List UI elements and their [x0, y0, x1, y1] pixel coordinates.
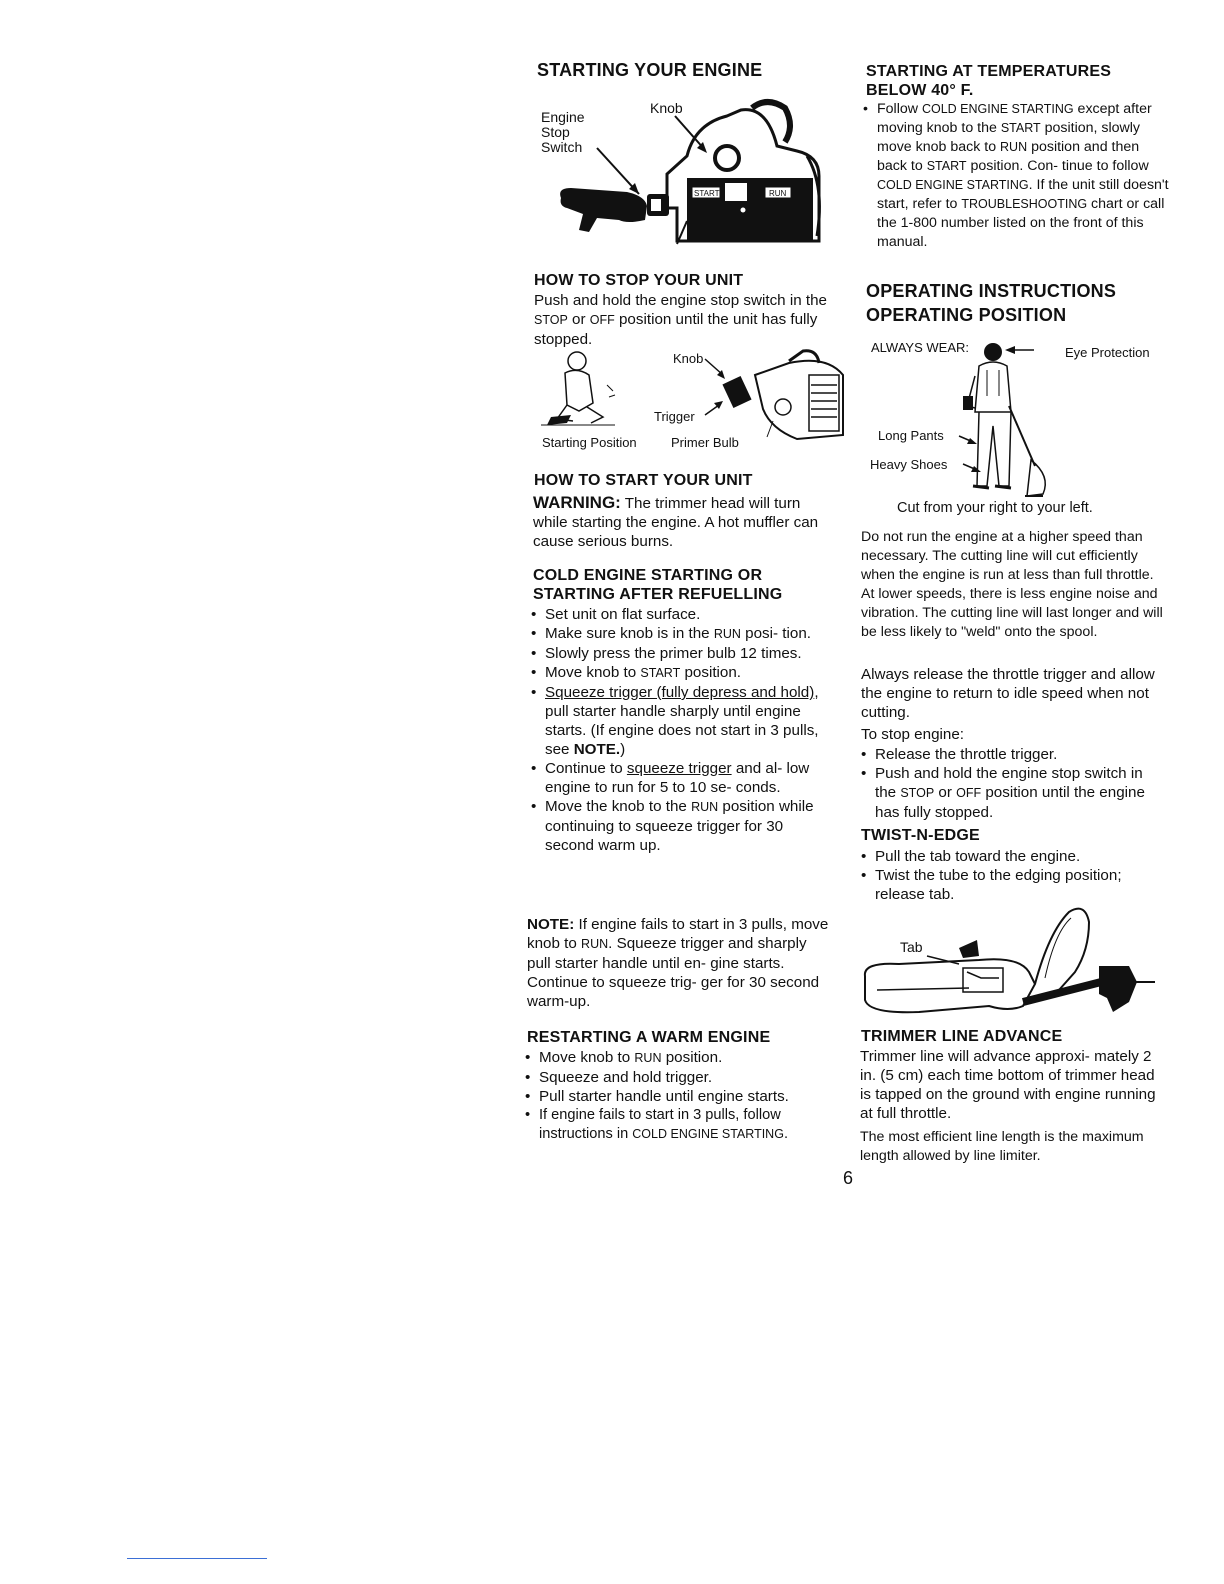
list-item: • Squeeze trigger (fully depress and hold), pull starter handle sharply until engine starts. (If engine does not start in 3 pulls, see NOTE.): [529, 683, 835, 759]
list-item: • Set unit on flat surface.: [529, 605, 835, 624]
starting-engine-heading: STARTING YOUR ENGINE: [537, 60, 763, 80]
operating-instructions-heading: OPERATING INSTRUCTIONS: [866, 281, 1117, 301]
primer-bulb-label: Primer Bulb: [671, 435, 739, 450]
warm-start-heading: RESTARTING A WARM ENGINE: [527, 1029, 771, 1046]
list-item: • Pull the tab toward the engine.: [859, 847, 1165, 866]
line-advance-paragraph-1: Trimmer line will advance approxi- mately 2 in. (5 cm) each time bottom of trimmer head is tapped on the ground with engine running at full throttle.: [860, 1048, 1156, 1122]
operator-illustration: [859, 336, 1169, 504]
below-40-heading: STARTING AT TEMPERATURES BELOW 40° F.: [866, 63, 1112, 99]
run-marking: RUN: [769, 189, 787, 198]
stop-engine-steps: [859, 745, 1165, 822]
list-item: • Squeeze and hold trigger.: [523, 1068, 833, 1087]
operating-position-figure: [859, 336, 1169, 522]
note-label: NOTE:: [527, 916, 575, 933]
knob-label: Knob: [673, 351, 704, 366]
engine-stop-switch-figure: [527, 96, 837, 246]
starting-position-figure: [527, 345, 847, 457]
list-item: • Move the knob to the RUN position while continuing to squeeze trigger for 30 second warm up.: [529, 797, 835, 855]
start-unit-heading: HOW TO START YOUR UNIT: [534, 472, 753, 489]
list-item: • Follow COLD ENGINE STARTING except after moving knob to the START position, slowly move knob back to RUN position and then back to START position. Con- tinue to follow COLD ENGINE STARTING. If the unit still doesn't start, refer to TROUBLESHOOTING chart or call the 1-800 number listed on the front of this manual.: [861, 100, 1171, 252]
list-item: • Continue to squeeze trigger and al- low engine to run for 5 to 10 se- conds.: [529, 759, 835, 797]
starting-position-label: Starting Position: [542, 435, 637, 450]
trigger-label: Trigger: [654, 409, 695, 424]
trimmer-line-advance-heading: TRIMMER LINE ADVANCE: [861, 1028, 1063, 1045]
below-40-steps: [861, 100, 1171, 252]
stop-engine-intro: To stop engine:: [861, 726, 965, 743]
list-item: • Release the throttle trigger.: [859, 745, 1165, 764]
list-item: • Twist the tube to the edging position; release tab.: [859, 866, 1165, 904]
tab-label: Tab: [900, 939, 923, 955]
starting-position-illustration: [527, 345, 847, 457]
stop-unit-heading: HOW TO STOP YOUR UNIT: [534, 272, 744, 289]
cold-start-heading: COLD ENGINE STARTING OR STARTING AFTER REFUELLING: [533, 567, 783, 603]
heavy-shoes-label: Heavy Shoes: [870, 457, 948, 472]
operating-position-heading: OPERATING POSITION: [866, 305, 1067, 325]
cold-start-note: NOTE: If engine fails to start in 3 pulls, move knob to RUN. Squeeze trigger and sharply pull starter handle until en- gine starts. Continue to squeeze trig- ger for 30 second warm-up.: [527, 916, 829, 1010]
cut-direction-caption: Cut from your right to your left.: [897, 500, 1093, 516]
long-pants-label: Long Pants: [878, 428, 944, 443]
start-marking: START: [694, 189, 720, 198]
list-item: • Move knob to START position.: [529, 663, 835, 683]
list-item: • If engine fails to start in 3 pulls, follow instructions in COLD ENGINE STARTING.: [523, 1106, 833, 1144]
warning-label: WARNING:: [533, 493, 621, 512]
operating-paragraph-1: Do not run the engine at a higher speed than necessary. The cutting line will cut efficiently when the engine is run at less than full throttle. At lower speeds, there is less engine noise and vibration. The cutting line will last longer and will be less likely to "weld" onto the spool.: [861, 529, 1163, 640]
engine-stop-switch-label: Engine Stop Switch: [541, 109, 585, 155]
twist-n-edge-figure: [859, 902, 1169, 1020]
footer-divider: [127, 1558, 267, 1559]
cold-start-steps: [529, 605, 835, 855]
list-item: • Move knob to RUN position.: [523, 1048, 833, 1068]
operating-paragraph-2: Always release the throttle trigger and allow the engine to return to idle speed when not cutting.: [861, 666, 1155, 721]
twist-n-edge-heading: TWIST-N-EDGE: [861, 827, 980, 844]
page-number: 6: [843, 1168, 854, 1188]
always-wear-label: ALWAYS WEAR:: [871, 340, 969, 355]
warning-text: WARNING: The trimmer head will turn while starting the engine. A hot muffler can cause serious burns.: [533, 493, 819, 550]
eye-protection-label: Eye Protection: [1065, 345, 1150, 360]
warm-start-steps: [523, 1048, 833, 1144]
list-item: • Pull starter handle until engine starts.: [523, 1087, 833, 1106]
list-item: • Make sure knob is in the RUN posi- tion.: [529, 624, 835, 644]
engine-illustration: [527, 96, 837, 246]
list-item: • Push and hold the engine stop switch in the STOP or OFF position until the engine has fully stopped.: [859, 764, 1165, 822]
stop-unit-text: Push and hold the engine stop switch in the STOP or OFF position until the unit has fully stopped.: [534, 292, 827, 348]
tube-illustration: [859, 902, 1169, 1020]
line-advance-paragraph-2: The most efficient line length is the maximum length allowed by line limiter.: [860, 1129, 1144, 1164]
list-item: • Slowly press the primer bulb 12 times.: [529, 644, 835, 663]
knob-label: Knob: [650, 100, 683, 116]
twist-n-edge-steps: [859, 847, 1165, 904]
